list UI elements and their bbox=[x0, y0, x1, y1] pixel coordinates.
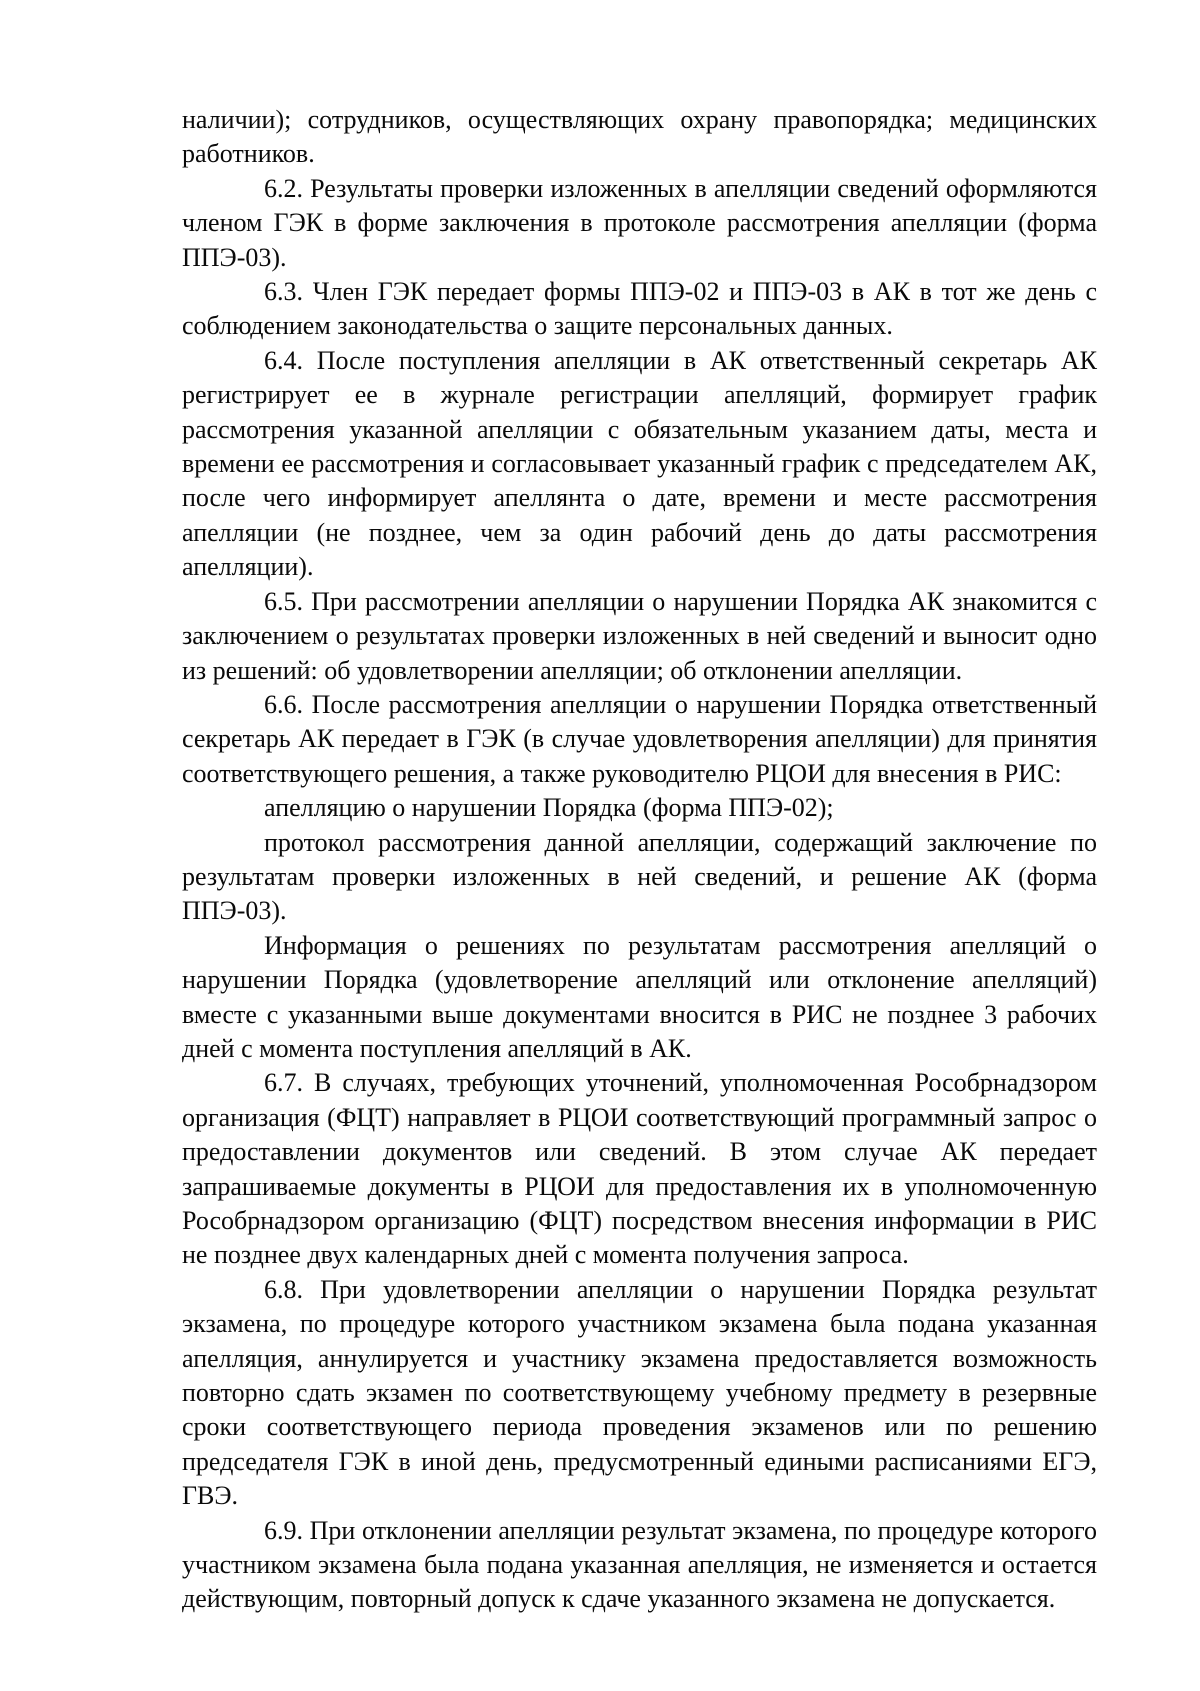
paragraph-6-3: 6.3. Член ГЭК передает формы ППЭ-02 и ППЭ-03 в АК в тот же день с соблюдением законодательства о защите персональных данных. bbox=[182, 277, 1097, 341]
paragraph-6-5: 6.5. При рассмотрении апелляции о нарушении Порядка АК знакомится с заключением о результатах проверки изложенных в ней сведений и выносит одно из решений: об удовлетворении апелляции; об отклонении апелляции. bbox=[182, 586, 1097, 685]
paragraph-6-4: 6.4. После поступления апелляции в АК ответственный секретарь АК регистрирует ее в журнале регистрации апелляций, формирует график рассмотрения указанной апелляции с обязательным указанием даты, места и времени ее рассмотрения и согласовывает указанный график с председателем АК, после чего информирует апеллянта о дате, времени и месте рассмотрения апелляции (не позднее, чем за один рабочий день до даты рассмотрения апелляции). bbox=[182, 345, 1097, 582]
paragraph-continuation: наличии); сотрудников, осуществляющих охрану правопорядка; медицинских работников. bbox=[182, 105, 1097, 169]
paragraph-6-7: 6.7. В случаях, требующих уточнений, уполномоченная Рособрнадзором организация (ФЦТ) направляет в РЦОИ соответствующий программный запрос о предоставлении документов или сведений. В этом случае АК передает запрашиваемые документы в РЦОИ для предоставления их в уполномоченную Рособрнадзором организацию (ФЦТ) посредством внесения информации в РИС не позднее двух календарных дней с момента получения запроса. bbox=[182, 1068, 1097, 1270]
list-item-protocol-form: протокол рассмотрения данной апелляции, содержащий заключение по результатам проверки изложенных в ней сведений, и решение АК (форма ППЭ-03). bbox=[182, 827, 1097, 926]
paragraph-6-2: 6.2. Результаты проверки изложенных в апелляции сведений оформляются членом ГЭК в форме заключения в протоколе рассмотрения апелляции (форма ППЭ-03). bbox=[182, 173, 1097, 272]
list-item-appeal-form: апелляцию о нарушении Порядка (форма ППЭ-02); bbox=[264, 793, 834, 823]
document-page bbox=[182, 103, 1097, 1617]
paragraph-6-9: 6.9. При отклонении апелляции результат экзамена, по процедуре которого участником экзамена была подана указанная апелляция, не изменяется и остается действующим, повторный допуск к сдаче указанного экзамена не допускается. bbox=[182, 1515, 1097, 1614]
paragraph-information: Информация о решениях по результатам рассмотрения апелляций о нарушении Порядка (удовлетворение апелляций или отклонение апелляций) вместе с указанными выше документами вносится в РИС не позднее 3 рабочих дней с момента поступления апелляций в АК. bbox=[182, 930, 1097, 1063]
paragraph-6-8: 6.8. При удовлетворении апелляции о нарушении Порядка результат экзамена, по процедуре которого участником экзамена была подана указанная апелляция, аннулируется и участнику экзамена предоставляется возможность повторно сдать экзамен по соответствующему учебному предмету в резервные сроки соответствующего периода проведения экзаменов или по решению председателя ГЭК в иной день, предусмотренный едиными расписаниями ЕГЭ, ГВЭ. bbox=[182, 1274, 1097, 1511]
paragraph-6-6: 6.6. После рассмотрения апелляции о нарушении Порядка ответственный секретарь АК передает в ГЭК (в случае удовлетворения апелляции) для принятия соответствующего решения, а также руководителю РЦОИ для внесения в РИС: bbox=[182, 689, 1097, 788]
